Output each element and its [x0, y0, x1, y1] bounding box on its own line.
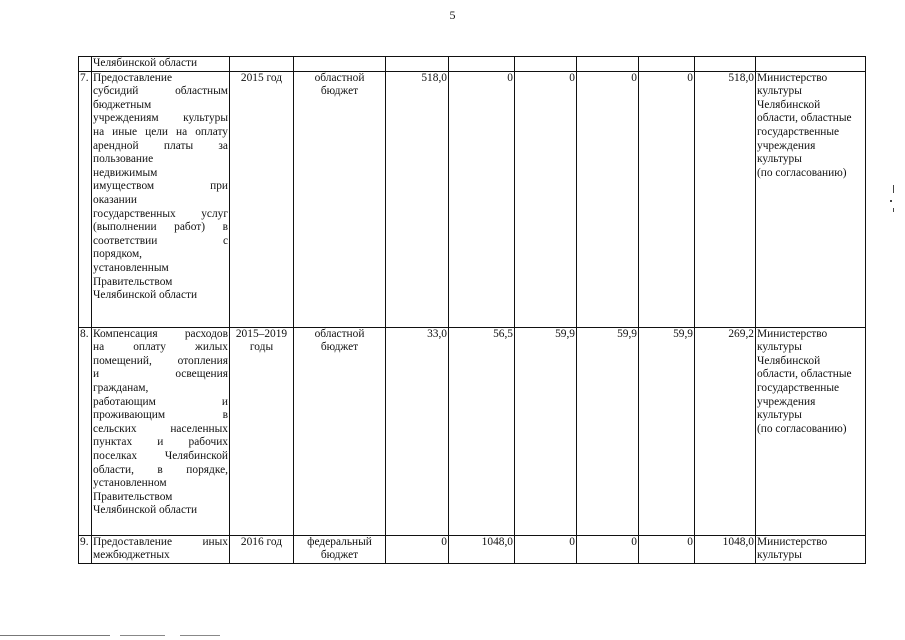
activity-word: отопления — [177, 354, 228, 367]
amount-value: 33,0 — [427, 327, 447, 340]
activity-cell — [92, 327, 230, 535]
activity-word: работ) — [174, 221, 206, 234]
activity-word: областным — [175, 85, 228, 98]
activity-text-line — [93, 126, 228, 140]
activity-text-line: Челябинской области — [93, 289, 198, 302]
activity-word: поселках — [93, 449, 138, 462]
activity-word: освещения — [175, 368, 228, 381]
activity-word: услуг — [201, 207, 228, 220]
activity-word: и — [93, 368, 100, 381]
amount-cell-2019 — [639, 71, 695, 327]
executor-text-line: области, областные — [757, 368, 852, 381]
amount-cell-2015 — [386, 71, 449, 327]
amount-cell-2019 — [639, 327, 695, 535]
row-number-cell — [79, 327, 92, 535]
activity-word: при — [210, 180, 228, 193]
amount-value: 0 — [507, 71, 513, 84]
executor-text-line: учреждения — [757, 139, 816, 152]
activity-text-line: Правительством — [93, 490, 173, 503]
scan-artifact — [893, 185, 894, 193]
activity-word: работающим — [93, 395, 156, 408]
amount-cell-2016 — [449, 71, 515, 327]
activity-text-line: Правительством — [93, 275, 173, 288]
activity-word: на — [93, 125, 105, 138]
activity-word: и — [157, 436, 164, 449]
row-number-cell — [79, 535, 92, 563]
period-text: 2015–2019 — [235, 327, 288, 340]
executor-text-line: Челябинской — [757, 98, 821, 111]
activity-word: на — [176, 125, 188, 138]
activity-word: в — [222, 409, 228, 422]
activity-word: и — [221, 395, 228, 408]
amount-cell-2016 — [449, 327, 515, 535]
amount-cell-2018 — [577, 535, 639, 563]
activity-word: с — [222, 234, 228, 247]
amount-value: 0 — [569, 535, 575, 548]
amount-cell-2018 — [577, 327, 639, 535]
activity-word: жилых — [194, 341, 228, 354]
activity-text-line — [93, 355, 228, 369]
total-value: 518,0 — [728, 71, 754, 84]
scan-artifact — [120, 635, 165, 636]
activity-word: иные — [112, 125, 138, 138]
empty-cell — [230, 57, 294, 72]
scan-artifact — [0, 635, 110, 636]
amount-value: 59,9 — [617, 327, 637, 340]
table-row — [79, 71, 866, 327]
scan-artifact — [180, 635, 220, 636]
activity-word: населенных — [170, 422, 228, 435]
empty-cell — [577, 57, 639, 72]
total-cell — [695, 71, 756, 327]
activity-word: иных — [202, 535, 228, 548]
executor-text-line: учреждения — [757, 395, 816, 408]
scan-artifact — [890, 200, 892, 202]
amount-value: 59,9 — [673, 327, 693, 340]
executor-text-line: (по согласованию) — [757, 422, 847, 435]
activity-word: учреждениям — [93, 112, 159, 125]
activity-word: сельских — [93, 422, 137, 435]
total-cell — [695, 535, 756, 563]
amount-cell-2017 — [515, 71, 577, 327]
activity-word: на — [93, 341, 105, 354]
activity-text-line — [93, 536, 228, 550]
activity-text-line: установленным — [93, 261, 169, 274]
activity-word: оплату — [195, 125, 228, 138]
executor-cell — [756, 71, 866, 327]
empty-cell — [386, 57, 449, 72]
table-row — [79, 57, 866, 72]
funding-source-text: областной — [314, 71, 365, 84]
funding-source-text: бюджет — [320, 85, 359, 98]
activity-word: Компенсация — [93, 327, 158, 340]
amount-value: 0 — [687, 535, 693, 548]
executor-text-line: культуры — [757, 85, 802, 98]
period-cell — [230, 71, 294, 327]
amount-value: 1048,0 — [481, 535, 513, 548]
amount-cell-2019 — [639, 535, 695, 563]
activity-text-line: Предоставление — [93, 71, 173, 84]
activity-word: проживающим — [93, 409, 166, 422]
period-cell — [230, 327, 294, 535]
executor-text-line: Министерство — [757, 535, 828, 548]
program-activities-table — [78, 56, 866, 564]
period-text: 2016 год — [240, 535, 283, 548]
activity-text-line — [93, 235, 228, 249]
total-value: 1048,0 — [722, 535, 754, 548]
activity-cell — [92, 71, 230, 327]
executor-text-line: культуры — [757, 409, 802, 422]
activity-text-line: бюджетным — [93, 98, 152, 111]
activity-text-line: порядком, — [93, 248, 143, 261]
executor-text-line: государственные — [757, 381, 840, 394]
funding-source-text: федеральный — [307, 535, 372, 548]
activity-text-line — [93, 464, 228, 478]
activity-word: порядке, — [186, 463, 228, 476]
executor-cell — [756, 327, 866, 535]
empty-cell — [294, 57, 386, 72]
activity-text-line — [93, 396, 228, 410]
activity-word: рабочих — [188, 436, 228, 449]
activity-word: расходов — [184, 327, 228, 340]
activity-word: арендной — [93, 139, 139, 152]
period-cell — [230, 535, 294, 563]
activity-text-line: установленном — [93, 477, 167, 490]
activity-word: цели — [145, 125, 169, 138]
executor-text-line: государственные — [757, 125, 840, 138]
activity-word: культуры — [183, 112, 228, 125]
activity-word: помещений, — [93, 354, 152, 367]
amount-value: 59,9 — [555, 327, 575, 340]
executor-text-line: культуры — [757, 549, 802, 562]
amount-value: 0 — [631, 535, 637, 548]
empty-cell — [515, 57, 577, 72]
funding-source-text: областной — [314, 327, 365, 340]
executor-text-line: (по согласованию) — [757, 166, 847, 179]
funding-source-cell — [294, 71, 386, 327]
executor-text-line: области, областные — [757, 112, 852, 125]
period-text: 2015 год — [240, 71, 283, 84]
empty-cell — [449, 57, 515, 72]
table-row — [79, 535, 866, 563]
executor-text-line: Челябинской — [757, 354, 821, 367]
activity-word: оплату — [133, 341, 166, 354]
table-row — [79, 327, 866, 535]
activity-word: пунктах — [93, 436, 133, 449]
activity-text-line: оказании — [93, 193, 137, 206]
activity-text-line: межбюджетных — [93, 549, 170, 562]
activity-text-line — [93, 423, 228, 437]
activity-text-line: гражданам, — [93, 381, 149, 394]
row-number-cell — [79, 71, 92, 327]
total-value: 269,2 — [728, 327, 754, 340]
activity-word: (выполнении — [93, 221, 157, 234]
activity-word: субсидий — [93, 85, 139, 98]
activity-text-line: Челябинской области — [93, 504, 198, 517]
activity-word: Предоставление — [93, 535, 173, 548]
amount-cell-2018 — [577, 71, 639, 327]
empty-cell — [639, 57, 695, 72]
activity-word: соответствии — [93, 234, 158, 247]
executor-text-line: культуры — [757, 341, 802, 354]
activity-text-line — [93, 368, 228, 382]
empty-cell — [695, 57, 756, 72]
row-number: 7. — [80, 71, 89, 84]
activity-text-line — [93, 450, 228, 464]
activity-text-line — [93, 221, 228, 235]
amount-value: 0 — [631, 71, 637, 84]
activity-text-line — [93, 112, 228, 126]
activity-word: области, — [93, 463, 134, 476]
executor-text-line: Министерство — [757, 71, 828, 84]
executor-cell — [756, 535, 866, 563]
activity-word: в — [222, 221, 228, 234]
amount-cell-2017 — [515, 327, 577, 535]
activity-text-line — [93, 85, 228, 99]
activity-text-line — [93, 409, 228, 423]
row-number: 8. — [80, 327, 89, 340]
activity-word: государственных — [93, 207, 176, 220]
row-number: 9. — [80, 535, 89, 548]
activity-text-line — [93, 180, 228, 194]
executor-text-line: культуры — [757, 153, 802, 166]
funding-source-text: бюджет — [320, 549, 359, 562]
activity-text-line: пользование — [93, 153, 154, 166]
funding-source-cell — [294, 535, 386, 563]
activity-word: имуществом — [93, 180, 155, 193]
amount-value: 518,0 — [421, 71, 447, 84]
amount-cell-2016 — [449, 535, 515, 563]
amount-cell-2015 — [386, 327, 449, 535]
amount-value: 0 — [569, 71, 575, 84]
activity-cell — [92, 57, 230, 72]
funding-source-cell — [294, 327, 386, 535]
scan-artifact — [893, 208, 894, 212]
page-number: 5 — [449, 8, 456, 22]
funding-source-text: бюджет — [320, 341, 359, 354]
activity-text-line — [93, 328, 228, 342]
activity-word: Челябинской — [164, 449, 228, 462]
activity-text-line — [93, 341, 228, 355]
amount-value: 56,5 — [493, 327, 513, 340]
empty-cell — [756, 57, 866, 72]
amount-cell-2015 — [386, 535, 449, 563]
activity-cell — [92, 535, 230, 563]
activity-text-line: недвижимым — [93, 166, 158, 179]
activity-text-line — [93, 436, 228, 450]
amount-cell-2017 — [515, 535, 577, 563]
activity-word: платы — [163, 139, 194, 152]
activity-word: в — [157, 463, 163, 476]
activity-text-line — [93, 140, 228, 154]
executor-text-line: Министерство — [757, 327, 828, 340]
period-text: годы — [249, 341, 274, 354]
empty-cell — [79, 57, 92, 72]
amount-value: 0 — [687, 71, 693, 84]
total-cell — [695, 327, 756, 535]
activity-text-line: Челябинской области — [93, 57, 198, 69]
amount-value: 0 — [441, 535, 447, 548]
activity-text-line — [93, 208, 228, 222]
activity-word: за — [218, 139, 228, 152]
